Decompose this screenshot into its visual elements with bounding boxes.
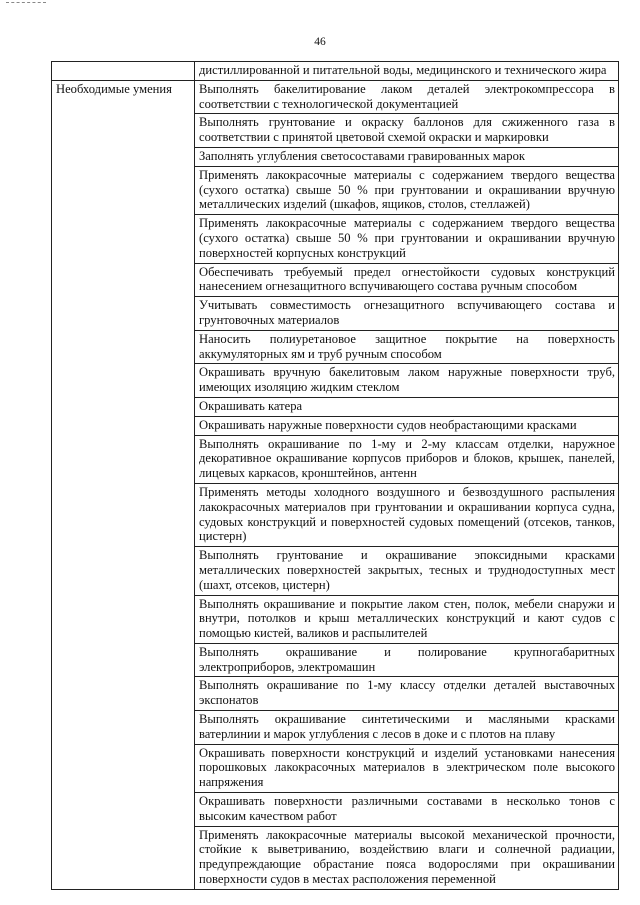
skill-text: Применять методы холодного воздушного и безвоздушного распыления лакокрасочных материалов при грунтовании и окрашивании корпуса судна, судовых конструкций и поверхностей судовых помещений (отсеков, танков, цистерн) (195, 483, 619, 546)
skill-text: Окрашивать наружные поверхности судов необрастающими красками (195, 416, 619, 435)
skill-text: Выполнять окрашивание и покрытие лаком стен, полок, мебели снаружи и внутри, потолков и крыш металлических конструкций и кают судов с помощью кистей, валиков и распылителей (195, 595, 619, 643)
page-number: 46 (314, 36, 326, 48)
skill-text: Заполнять углубления светосоставами гравированных марок (195, 147, 619, 166)
skills-label: Необходимые умения (52, 80, 195, 889)
skill-text: Выполнять грунтование и окрашивание эпоксидными красками металлических поверхностей закрытых, тесных и труднодоступных мест (шахт, отсеков, цистерн) (195, 547, 619, 595)
table-row (52, 80, 619, 114)
skill-text: Выполнять окрашивание по 1-му классу отделки деталей выставочных экспонатов (195, 677, 619, 711)
skill-text: Выполнять окрашивание и полирование крупногабаритных электроприборов, электромашин (195, 643, 619, 677)
skill-text: Выполнять грунтование и окраску баллонов для сжиженного газа в соответствии с принятой цветовой схемой окраски и маркировки (195, 114, 619, 148)
skill-text: Выполнять окрашивание синтетическими и масляными красками ватерлинии и марок углубления с лесов в доке и с плотов на плаву (195, 711, 619, 745)
corner-scan-mark (6, 2, 46, 4)
skill-text: Окрашивать катера (195, 397, 619, 416)
skill-text: Выполнять окрашивание по 1-му и 2-му классам отделки, наружное декоративное окрашивание корпусов приборов и блоков, крышек, панелей, лицевых каркасов, кронштейнов, антенн (195, 435, 619, 483)
skill-text: Выполнять бакелитирование лаком деталей электрокомпрессора в соответствии с технологической документацией (195, 80, 619, 114)
skill-text: Окрашивать поверхности различными составами в несколько тонов с высоким качеством работ (195, 793, 619, 827)
table-row-continued (52, 62, 619, 81)
skill-text: Обеспечивать требуемый предел огнестойкости судовых конструкций нанесением огнезащитного вспучивающего состава ручным способом (195, 263, 619, 297)
skill-text: Применять лакокрасочные материалы с содержанием твердого вещества (сухого остатка) свыше 50 % при грунтовании и окрашивании вручную металлических изделий (шкафов, ящиков, столов, стеллажей) (195, 166, 619, 214)
skill-text: Окрашивать поверхности конструкций и изделий установками нанесения порошковых лакокрасочных материалов в электрическом поле высокого напряжения (195, 744, 619, 792)
row-label-empty (52, 62, 195, 81)
skill-text: Наносить полиуретановое защитное покрытие на поверхность аккумуляторных ям и труб ручным способом (195, 330, 619, 364)
skill-text: Окрашивать вручную бакелитовым лаком наружные поверхности труб, имеющих изоляцию жидким стеклом (195, 364, 619, 398)
skill-text: Применять лакокрасочные материалы с содержанием твердого вещества (сухого остатка) свыше 50 % при грунтовании и окрашивании вручную поверхностей корпусных конструкций (195, 215, 619, 263)
skill-text-continued: дистиллированной и питательной воды, медицинского и технического жира (195, 62, 619, 81)
skills-table (51, 61, 619, 890)
skill-text: Учитывать совместимость огнезащитного вспучивающего состава и грунтовочных материалов (195, 297, 619, 331)
skill-text: Применять лакокрасочные материалы высокой механической прочности, стойкие к выветриванию, воздействию влаги и солнечной радиации, предупреждающие обрастание пояса водорослями при окрашивании поверхности судов в местах расположения переменной (195, 826, 619, 889)
